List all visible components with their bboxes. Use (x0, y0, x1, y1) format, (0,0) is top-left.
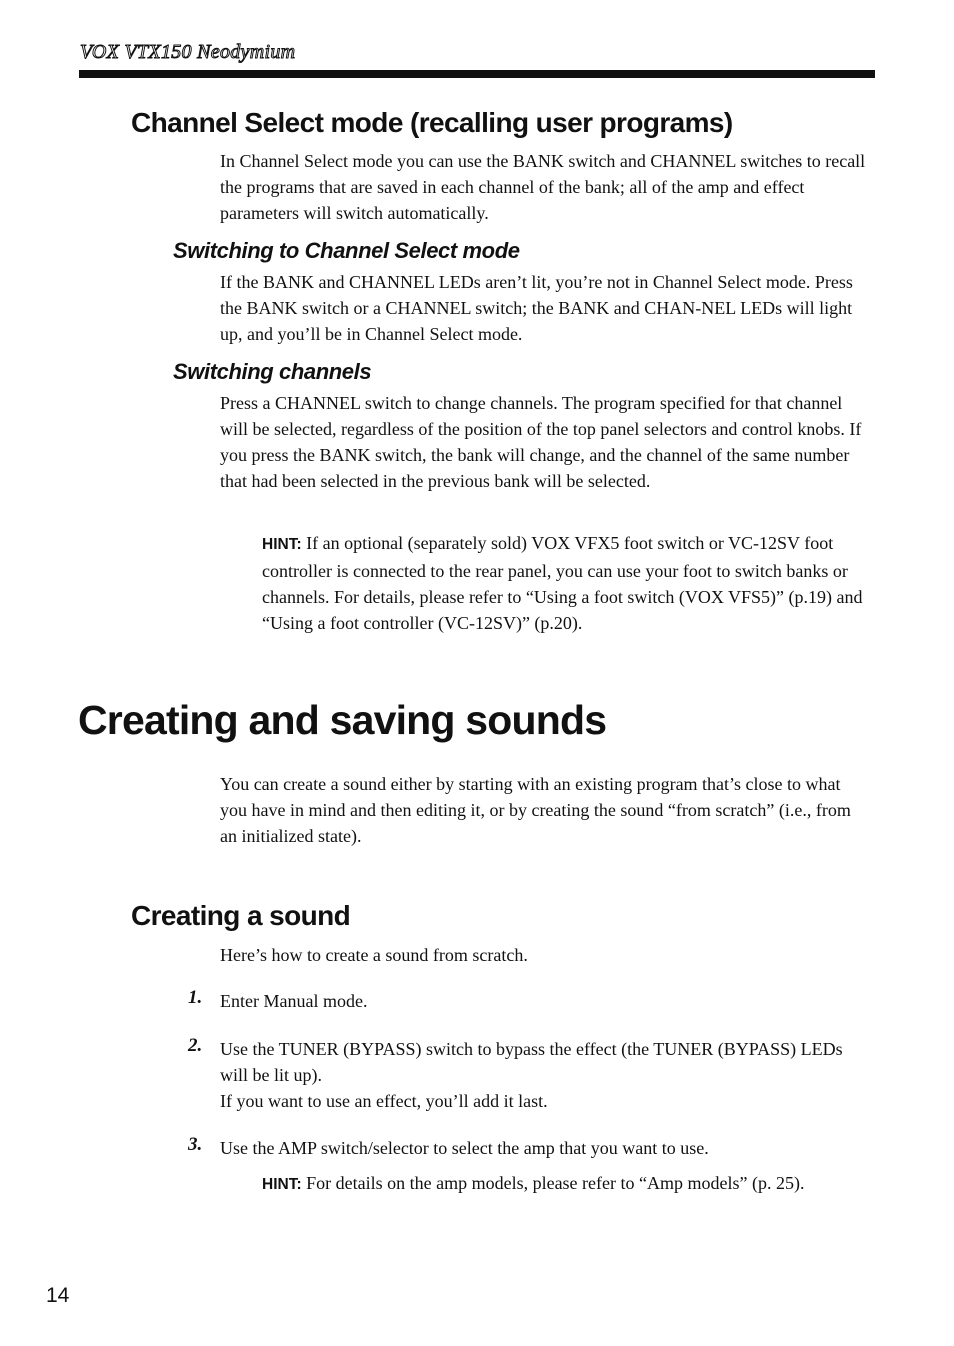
step-number-2: 2. (188, 1035, 203, 1056)
paragraph-switching-mode: If the BANK and CHANNEL LEDs aren’t lit, you’re not in Channel Select mode. Press the BANK switch or a CHANNEL switch; the BANK and CHAN-NEL LEDs will light up, and you’ll be in Channel Select mode. (220, 272, 853, 344)
step-number-1: 1. (188, 987, 203, 1008)
header-rule (79, 70, 875, 78)
paragraph-switching-channels: Press a CHANNEL switch to change channels. The program specified for that channel will be selected, regardless of the position of the top panel selectors and control knobs. If you press the BANK switch, the bank will change, and the channel of the same number that had been selected in the previous bank will be selected. (220, 393, 862, 491)
step-number-3: 3. (188, 1134, 203, 1155)
step-text-2: Use the TUNER (BYPASS) switch to bypass the effect (the TUNER (BYPASS) LEDs will be lit up). (220, 1039, 843, 1085)
subheading-switching-channels: Switching channels (173, 359, 372, 384)
hint-block-amp-models (262, 1170, 902, 1198)
page-number: 14 (46, 1284, 70, 1307)
chapter-title: Creating and saving sounds (78, 697, 607, 743)
section-intro-channel-select: In Channel Select mode you can use the BANK switch and CHANNEL switches to recall the programs that are saved in each channel of the bank; all of the amp and effect parameters will switch automatically. (220, 151, 866, 223)
hint-text: For details on the amp models, please refer to “Amp models” (p. 25). (306, 1173, 805, 1193)
step-text-3: Use the AMP switch/selector to select the amp that you want to use. (220, 1138, 709, 1158)
section-heading-channel-select: Channel Select mode (recalling user programs) (131, 107, 733, 138)
chapter-intro: You can create a sound either by starting with an existing program that’s close to what you have in mind and then editing it, or by creating the sound “from scratch” (i.e., from an initialized state). (220, 774, 851, 846)
section-heading-creating-sound: Creating a sound (131, 900, 351, 931)
hint-text: If an optional (separately sold) VOX VFX5 foot switch or VC-12SV foot controller is connected to the rear panel, you can use your foot to switch banks or channels. For details, please refer to “Using a foot switch (VOX VFS5)” (p.19) and “Using a foot controller (VC-12SV)” (p.20). (262, 533, 863, 633)
running-header: VOX VTX150 Neodymium (80, 41, 296, 63)
hint-label: HINT: (262, 536, 302, 553)
step-note-2: If you want to use an effect, you’ll add it last. (220, 1091, 548, 1111)
hint-label: HINT: (262, 1176, 302, 1193)
subheading-switching-mode: Switching to Channel Select mode (173, 238, 520, 263)
step-text-1: Enter Manual mode. (220, 991, 368, 1011)
hint-block-foot-switch (262, 530, 872, 636)
section-intro-creating-sound: Here’s how to create a sound from scratch. (220, 945, 528, 965)
